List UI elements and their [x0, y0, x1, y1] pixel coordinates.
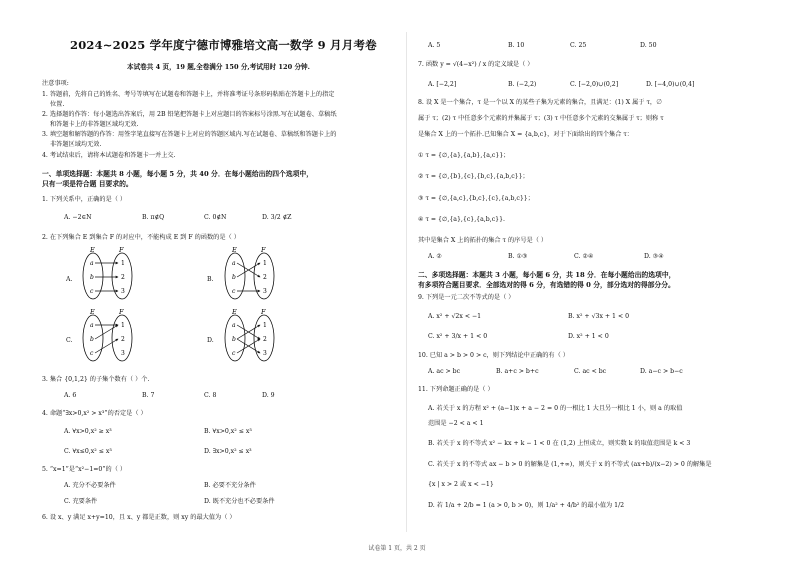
- q10-option-c[interactable]: C. ac < bc: [574, 368, 607, 375]
- notes-heading: 注意事项:: [42, 80, 69, 87]
- q1-option-a[interactable]: A. −2∈N: [64, 214, 92, 221]
- q9-option-c[interactable]: C. x² + 3/x + 1 < 0: [428, 333, 488, 340]
- svg-text:c: c: [232, 350, 236, 357]
- svg-text:E: E: [232, 246, 237, 254]
- q8-stem-line: 是集合 X 上的一个拓扑.已知集合 X = {a,b,c}，对于下面给出的四个集合 τ：: [418, 131, 633, 138]
- q11-option-a-cont: 范围是 −2 < a < 1: [428, 420, 484, 427]
- svg-text:1: 1: [263, 260, 267, 267]
- q4-option-b[interactable]: B. ∀x>0,x² ≤ x³: [204, 428, 252, 435]
- q6-stem: 6. 设 x、y 满足 x+y=10，且 x、y 都是正数，则 xy 的最大值为（ ）: [42, 514, 236, 521]
- column-divider: [406, 32, 407, 532]
- q2-stem: 2. 在下列集合 E 到集合 F 的对应中，不能构成 E 到 F 的函数的是（ ）: [42, 234, 240, 241]
- q11-option-c[interactable]: C. 若关于 x 的不等式 ax − b > 0 的解集是 (1,+∞)，则关于 x 的不等式 (ax+b)/(x−2) > 0 的解集是: [428, 461, 712, 468]
- q6-option-d[interactable]: D. 50: [640, 42, 657, 49]
- svg-text:a: a: [90, 260, 94, 267]
- q3-stem: 3. 集合 {0,1,2} 的子集个数有（ ）个.: [42, 376, 150, 383]
- notes-line: 3. 填空题和解答题的作答：用签字笔直接写在答题卡上对应的答题区域内.写在试题卷、草稿纸和答题卡上的: [42, 131, 337, 138]
- q3-option-b[interactable]: B. 7: [142, 392, 155, 399]
- svg-text:E: E: [90, 308, 95, 316]
- svg-text:b: b: [90, 336, 94, 343]
- q5-option-b[interactable]: B. 必要不充分条件: [204, 482, 256, 489]
- q4-option-a[interactable]: A. ∀x>0,x² ≥ x³: [64, 428, 112, 435]
- q1-option-b[interactable]: B. π∉Q: [142, 214, 165, 221]
- q11-option-c-cont: {x | x > 2 或 x < −1}: [428, 481, 494, 488]
- svg-text:b: b: [232, 274, 236, 281]
- q4-option-c[interactable]: C. ∀x≤0,x² ≤ x³: [64, 448, 112, 455]
- section1-header: 一、单项选择题：本题共 8 小题，每小题 5 分，共 40 分．在每小题给出的四个选项中，: [42, 170, 314, 178]
- q2-option-b[interactable]: B.: [207, 276, 214, 283]
- notes-line: 4. 考试结束后，请将本试题卷和答题卡一并上交.: [42, 152, 176, 159]
- q11-option-b[interactable]: B. 若关于 x 的不等式 x² − kx + k − 1 < 0 在 (1,2) 上恒成立，则实数 k 的取值范围是 k < 3: [428, 440, 691, 447]
- q8-item: ③ τ = {∅,{a,c},{b,c},{c},{a,b,c}}；: [418, 195, 534, 202]
- diagram-d: [225, 308, 274, 361]
- q3-option-a[interactable]: A. 6: [64, 392, 77, 399]
- q8-item: ④ τ = {∅,{a},{c},{a,b,c}}.: [418, 216, 506, 223]
- q7-option-c[interactable]: C. [−2,0)∪(0,2]: [570, 81, 619, 88]
- q2-mapping-diagrams: [42, 0, 402, 561]
- svg-text:1: 1: [263, 322, 267, 329]
- svg-text:E: E: [232, 308, 237, 316]
- q6-option-a[interactable]: A. 5: [428, 42, 441, 49]
- svg-text:F: F: [261, 246, 266, 254]
- q6-option-b[interactable]: B. 10: [508, 42, 525, 49]
- q8-option-a[interactable]: A. ②: [428, 253, 442, 260]
- svg-text:b: b: [90, 274, 94, 281]
- q2-option-d[interactable]: D.: [207, 337, 214, 344]
- svg-text:3: 3: [121, 350, 125, 357]
- q3-option-d[interactable]: D. 9: [262, 392, 275, 399]
- q9-option-d[interactable]: D. x² + 1 < 0: [568, 333, 609, 340]
- svg-text:c: c: [90, 350, 94, 357]
- q5-option-a[interactable]: A. 充分不必要条件: [64, 482, 116, 489]
- q9-option-b[interactable]: B. x² + √3x + 1 < 0: [568, 313, 630, 320]
- page-footer: 试卷第 1 页，共 2 页: [368, 545, 426, 552]
- notes-line: 非答题区域均无效.: [50, 141, 102, 148]
- notes-line: 位置.: [50, 101, 65, 108]
- q7-option-a[interactable]: A. [−2,2]: [428, 81, 457, 88]
- diagram-c: [83, 308, 132, 361]
- q8-option-c[interactable]: C. ②④: [574, 253, 594, 260]
- q10-option-b[interactable]: B. a+c > b+c: [496, 368, 539, 375]
- svg-text:F: F: [119, 308, 124, 316]
- q7-option-d[interactable]: D. [−4,0)∪(0,4]: [646, 81, 695, 88]
- q1-stem: 1. 下列关系中，正确的是（ ）: [42, 196, 127, 203]
- svg-text:3: 3: [263, 350, 267, 357]
- q9-option-a[interactable]: A. x² + √2x < −1: [428, 313, 482, 320]
- q2-option-c[interactable]: C.: [66, 337, 73, 344]
- right-column: [418, 0, 763, 561]
- set-f-label: F: [119, 246, 124, 254]
- left-column: [42, 0, 402, 561]
- q5-option-c[interactable]: C. 充要条件: [64, 498, 98, 505]
- q8-option-d[interactable]: D. ③④: [644, 253, 664, 260]
- exam-subtitle: 本试卷共 4 页，19 题,全卷满分 150 分,考试用时 120 分钟.: [127, 63, 310, 71]
- q3-option-c[interactable]: C. 8: [204, 392, 217, 399]
- svg-text:c: c: [90, 288, 94, 295]
- q4-option-d[interactable]: D. ∃x>0,x² ≤ x³: [204, 448, 252, 455]
- svg-text:a: a: [232, 260, 236, 267]
- svg-text:2: 2: [263, 274, 267, 281]
- notes-line: 和答题卡上的非答题区域均无效.: [50, 121, 139, 128]
- q5-option-d[interactable]: D. 既不充分也不必要条件: [204, 498, 275, 505]
- q4-stem: 4. 命题“∃x>0,x² > x³”的否定是（ ）: [42, 410, 147, 417]
- set-e-label: E: [90, 246, 95, 254]
- q7-stem: 7. 函数 y = √(4−x²) / x 的定义域是（ ）: [418, 61, 534, 68]
- q1-option-c[interactable]: C. 0∉N: [204, 214, 227, 221]
- section1-header: 只有一项是符合题 目要求的。: [42, 180, 133, 188]
- q8-item: ① τ = {∅,{a},{a,b},{a,c}}；: [418, 152, 510, 159]
- svg-text:2: 2: [121, 336, 125, 343]
- q11-stem: 11. 下列命题正确的是（ ）: [418, 386, 494, 393]
- q8-option-b[interactable]: B. ①③: [508, 253, 528, 260]
- q11-option-d[interactable]: D. 若 1/a + 2/b = 1 (a > 0, b > 0)，则 1/a² + 4/b² 的最小值为 1/2: [428, 502, 625, 509]
- q5-stem: 5. “x=1”是“x²−1=0”的（ ）: [42, 466, 127, 473]
- svg-text:a: a: [90, 322, 94, 329]
- section2-header: 二、多项选择题：本题共 3 小题，每小题 6 分，共 18 分．在每小题给出的选项中，: [418, 271, 676, 279]
- q8-question: 其中是集合 X 上的拓扑的集合 τ 的序号是（ ）: [418, 237, 548, 244]
- svg-text:1: 1: [121, 260, 125, 267]
- svg-text:2: 2: [121, 274, 125, 281]
- notes-line: 2. 选择题的作答：每小题选出答案后，用 2B 铅笔把答题卡上对应题目的答案标号涂黑.写在试题卷、草稿纸: [42, 111, 337, 118]
- q8-stem-line: 8. 设 X 是一个集合，τ 是一个以 X 的某些子集为元素的集合，且满足：(1) X 属于 τ，∅: [418, 99, 663, 106]
- svg-text:F: F: [261, 308, 266, 316]
- section2-header: 有多项符合题目要求．全部选对的得 6 分，有选错的得 0 分，部分选对的得部分分。: [418, 281, 675, 289]
- svg-text:c: c: [232, 288, 236, 295]
- q10-stem: 10. 已知 a > b > 0 > c，则下列结论中正确的有（ ）: [418, 352, 569, 359]
- svg-text:a: a: [232, 322, 236, 329]
- q2-option-a[interactable]: A.: [66, 276, 73, 283]
- svg-text:3: 3: [121, 288, 125, 295]
- svg-text:2: 2: [263, 336, 267, 343]
- q7-option-b[interactable]: B. (−2,2): [508, 81, 537, 88]
- q10-option-d[interactable]: D. a−c > b−c: [640, 368, 683, 375]
- q8-item: ② τ = {∅,{b},{c},{b,c},{a,b,c}}；: [418, 173, 529, 180]
- svg-text:1: 1: [121, 322, 125, 329]
- svg-text:3: 3: [263, 288, 267, 295]
- exam-title: 2024~2025 学年度宁德市博雅培文高一数学 9 月月考卷: [70, 38, 377, 52]
- diagram-a: [83, 246, 132, 299]
- q10-option-a[interactable]: A. ac > bc: [428, 368, 461, 375]
- q8-stem-line: 属于 τ；(2) τ 中任意多个元素的并集属于 τ；(3) τ 中任意多个元素的交集属于 τ；则称 τ: [418, 115, 664, 122]
- q1-option-d[interactable]: D. 3/2 ∉Z: [262, 214, 292, 221]
- q6-option-c[interactable]: C. 25: [570, 42, 587, 49]
- q11-option-a[interactable]: A. 若关于 x 的方程 x² + (a−1)x + a − 2 = 0 的一根比 1 大且另一根比 1 小，则 a 的取值: [428, 405, 683, 412]
- svg-text:b: b: [232, 336, 236, 343]
- notes-line: 1. 答题前，先将自己的姓名、考号等填写在试题卷和答题卡上，并将准考证号条形码粘贴在答题卡上的指定: [42, 91, 335, 98]
- q9-stem: 9. 下列是一元二次不等式的是（ ）: [418, 294, 515, 301]
- diagram-b: [225, 246, 274, 299]
